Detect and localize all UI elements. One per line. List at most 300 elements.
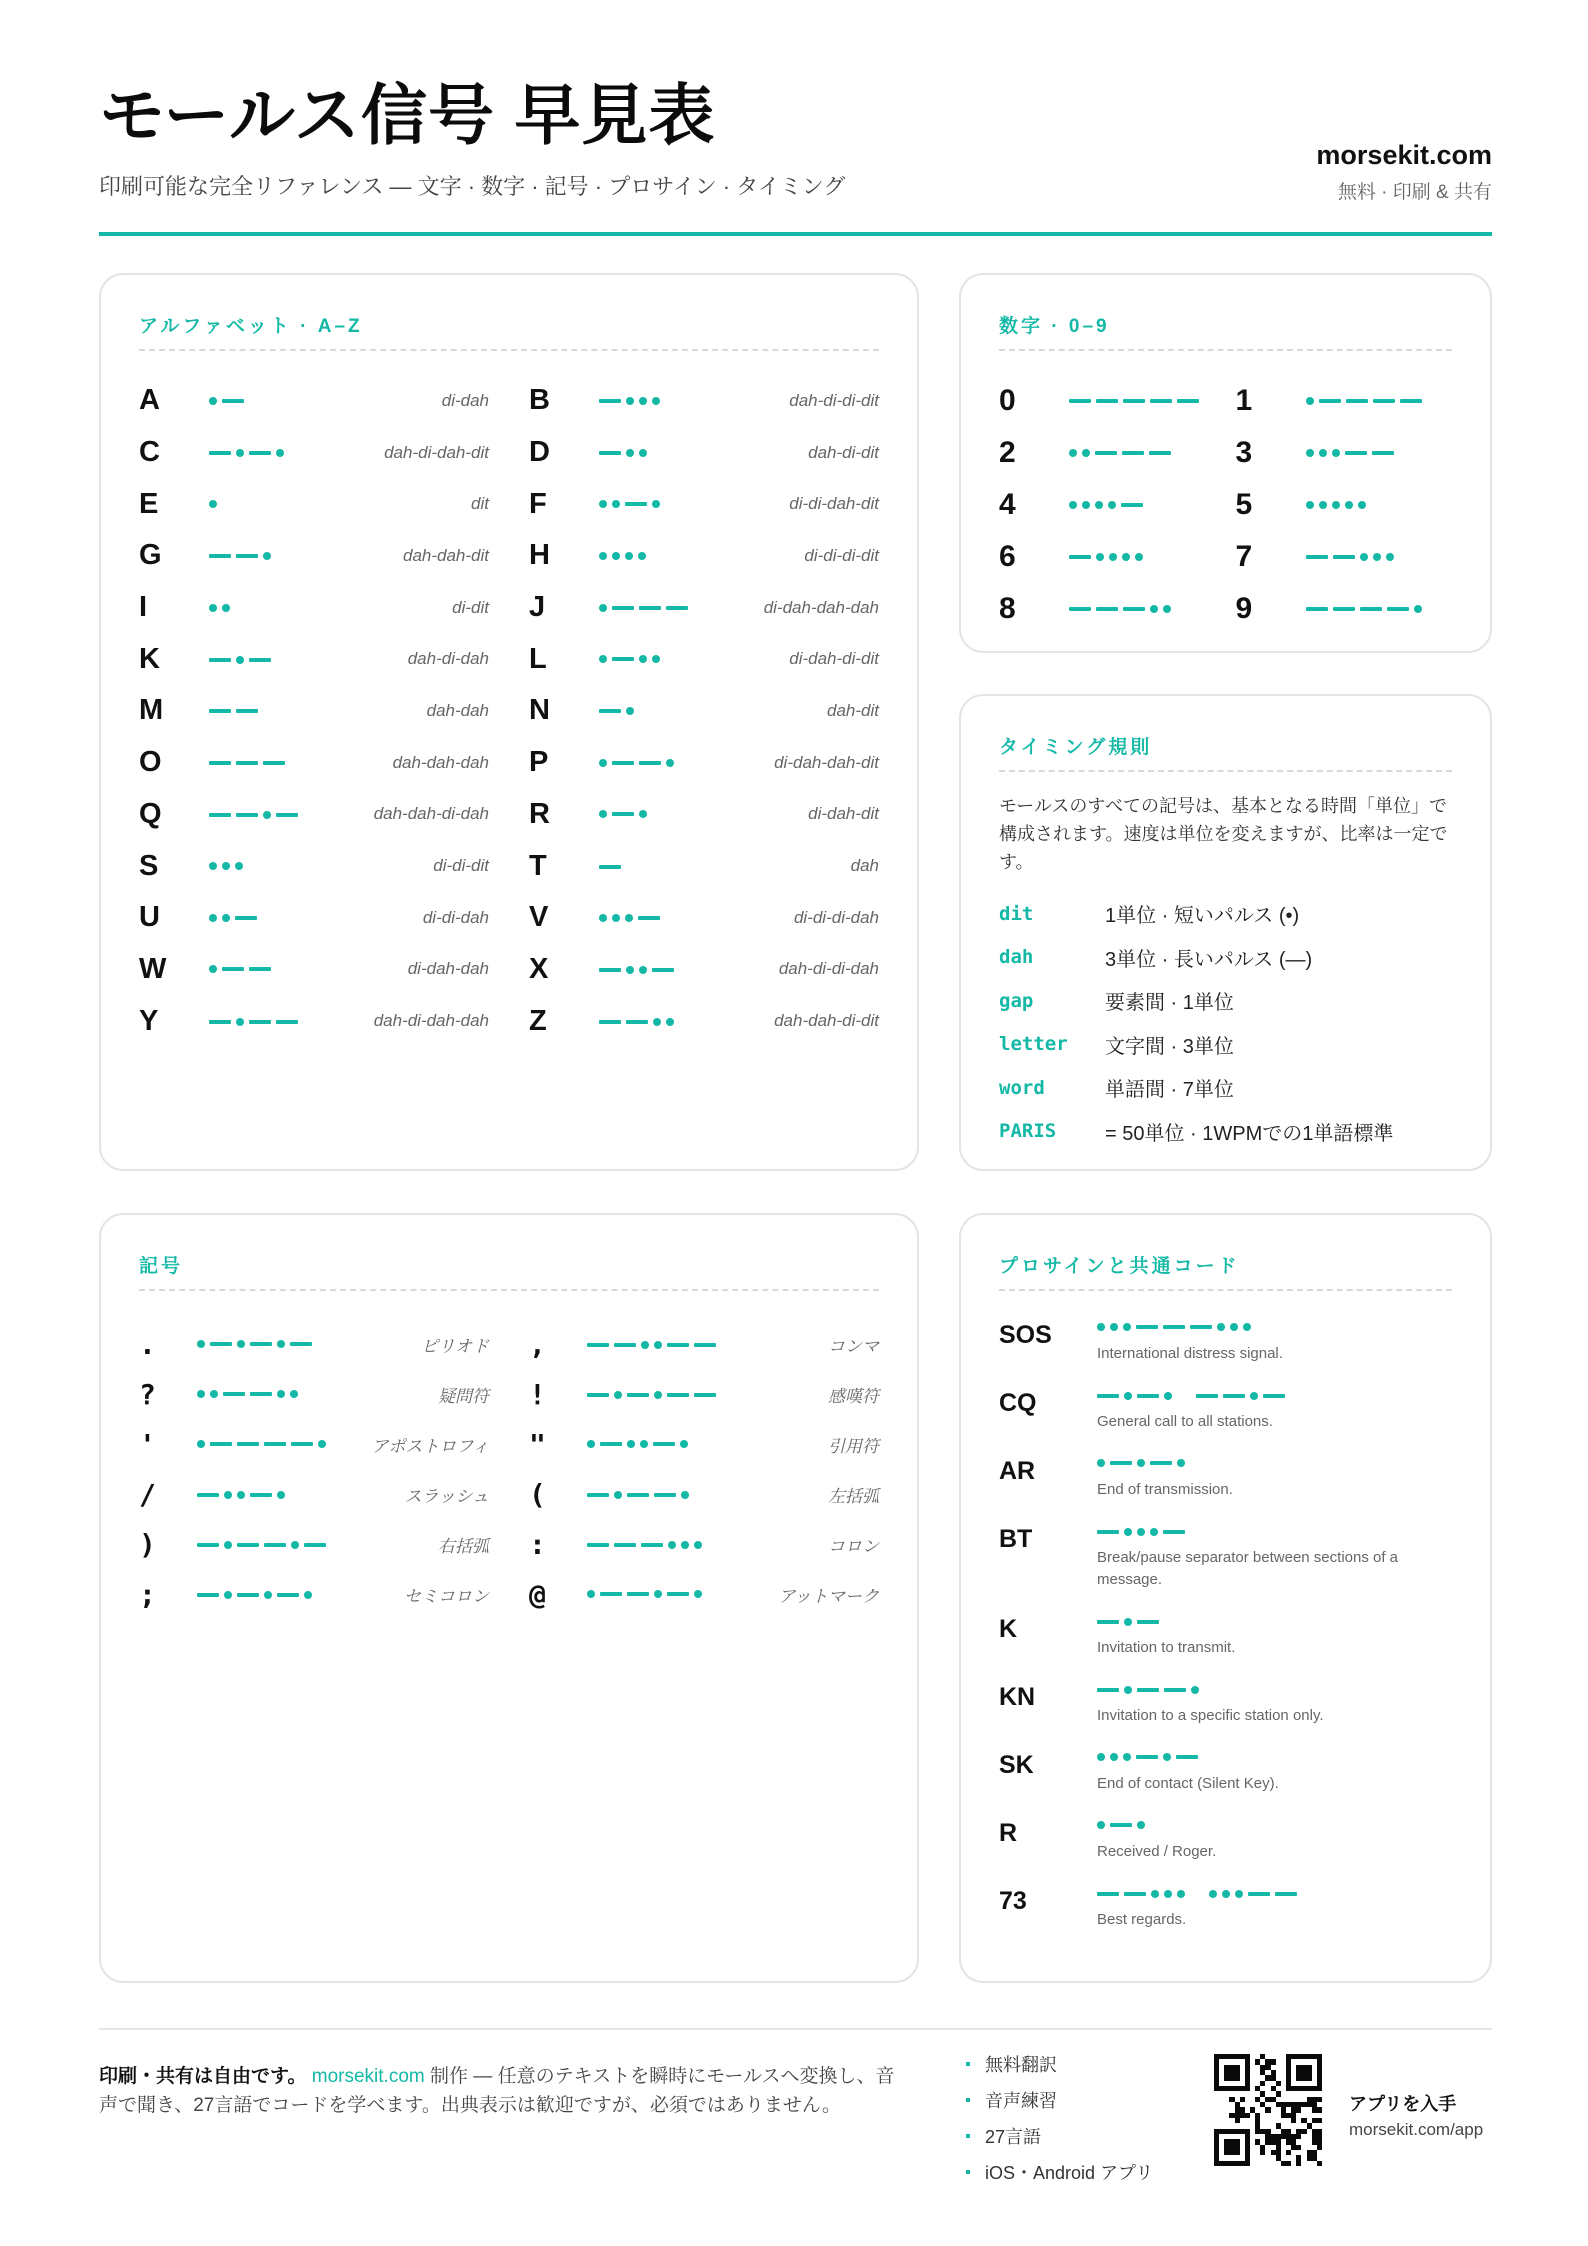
dot-icon [1230, 1323, 1238, 1331]
dash-icon [1069, 399, 1091, 403]
punctuation-grid [139, 1319, 879, 1619]
symbol: @ [529, 1577, 546, 1611]
dash-icon [235, 916, 257, 920]
dash-icon [1163, 1325, 1185, 1329]
dash-icon [627, 1592, 649, 1596]
dot-icon [627, 1440, 635, 1448]
morse-code [1097, 1680, 1199, 1700]
prosign-description: Break/pause separator between sections of a message. [1097, 1549, 1399, 1588]
dot-icon [1151, 1890, 1159, 1898]
dash-icon [1177, 399, 1199, 403]
dash-icon [1097, 1530, 1119, 1534]
prosigns-list [999, 1315, 1452, 1949]
footer-bold: 印刷・共有は自由です。 [99, 2066, 307, 2087]
dot-icon [1069, 449, 1077, 457]
dot-icon [210, 1390, 218, 1398]
prosign-body [1097, 1677, 1452, 1745]
brand-tagline: 無料 · 印刷 & 共有 [1337, 182, 1492, 203]
dash-icon [667, 1343, 689, 1347]
dot-icon [612, 914, 620, 922]
dot-icon [1163, 1753, 1171, 1761]
alphabet-row [139, 375, 489, 427]
prosign-description: Best regards. [1097, 1911, 1187, 1928]
dash-icon [627, 1493, 649, 1497]
dash-icon [197, 1593, 219, 1597]
dot-icon [599, 914, 607, 922]
prosign-code: BT [999, 1525, 1033, 1553]
timing-rule [999, 892, 1452, 936]
dash-icon [627, 1393, 649, 1397]
morse-code [587, 1584, 702, 1604]
footer-link[interactable]: morsekit.com [311, 2066, 425, 2087]
dot-icon [222, 914, 230, 922]
prosigns-title: プロサインと共通コード [999, 1256, 1240, 1277]
morse-cell [209, 804, 374, 825]
alphabet-row [529, 995, 879, 1047]
symbol: / [139, 1477, 156, 1511]
alphabet-row [139, 840, 489, 892]
letter: G [139, 539, 162, 572]
digit: 6 [999, 540, 1016, 573]
page-subtitle: 印刷可能な完全リファレンス — 文字 · 数字 · 記号 · プロサイン · タイミング [99, 174, 846, 199]
dot-icon [276, 449, 284, 457]
dash-icon [237, 1593, 259, 1597]
morse-code [197, 1434, 326, 1454]
dash-icon [276, 1020, 298, 1024]
divider [999, 770, 1452, 772]
morse-code [209, 391, 244, 411]
prosigns-card [959, 1213, 1492, 1983]
pronunciation: dah-di-dah-dah [373, 1011, 489, 1031]
alphabet-row [139, 530, 489, 582]
dot-icon [277, 1340, 285, 1348]
dash-icon [587, 1493, 609, 1497]
morse-code [1069, 495, 1143, 515]
morse-code [197, 1485, 285, 1505]
morse-code [1306, 547, 1394, 567]
dot-icon [1150, 1528, 1158, 1536]
dot-icon [1250, 1392, 1258, 1400]
letter: Y [139, 1004, 159, 1037]
app-cta-title: アプリを入手 [1349, 2094, 1457, 2114]
dot-icon [626, 966, 634, 974]
dash-icon [197, 1543, 219, 1547]
dash-icon [626, 1020, 648, 1024]
morse-cell [587, 1534, 828, 1555]
morse-code [209, 959, 271, 979]
dash-icon [1110, 1461, 1132, 1465]
dot-icon [625, 914, 633, 922]
morse-code [599, 546, 646, 566]
feature-list [966, 2046, 1153, 2190]
letter: P [529, 746, 549, 779]
pronunciation: dah-di-dah [407, 649, 489, 669]
timing-rule [999, 1110, 1452, 1154]
dash-icon [1163, 1530, 1185, 1534]
punctuation-title: 記号 [139, 1256, 184, 1277]
feature-label: iOS・Android アプリ [985, 2163, 1154, 2183]
dash-icon [249, 451, 271, 455]
dash-icon [1345, 451, 1367, 455]
letter: W [139, 952, 167, 985]
timing-key: PARIS [999, 1120, 1057, 1143]
symbol-name: 右括弧 [438, 1536, 489, 1556]
dash-icon [1123, 399, 1145, 403]
digit: 0 [999, 384, 1016, 417]
morse-cell [1097, 1385, 1452, 1407]
dot-icon [668, 1541, 676, 1549]
dot-icon [1306, 397, 1314, 405]
dash-icon [222, 399, 244, 403]
dash-icon [249, 658, 271, 662]
morse-cell [1097, 1679, 1452, 1701]
dash-icon [612, 657, 634, 661]
dash-icon [264, 1442, 286, 1446]
timing-key: letter [999, 1033, 1068, 1056]
dot-icon [318, 1440, 326, 1448]
dash-icon [667, 1592, 689, 1596]
dot-icon [209, 500, 217, 508]
morse-code [197, 1585, 312, 1605]
number-row [999, 479, 1216, 531]
morse-cell [599, 959, 779, 980]
dash-icon [1097, 1394, 1119, 1398]
alphabet-row [529, 375, 879, 427]
morse-code [1069, 443, 1171, 463]
prosign-row [999, 1745, 1452, 1813]
dot-icon [277, 1491, 285, 1499]
symbol: ? [139, 1377, 156, 1411]
dot-icon [638, 552, 646, 560]
letter: U [139, 901, 160, 934]
dot-icon [1095, 501, 1103, 509]
app-cta-url[interactable]: morsekit.com/app [1349, 2120, 1484, 2139]
dash-icon [1275, 1892, 1297, 1896]
letter: B [529, 384, 550, 417]
dot-icon [1096, 553, 1104, 561]
alphabet-row [529, 633, 879, 685]
letter: E [139, 487, 159, 520]
prosign-description: Invitation to transmit. [1097, 1639, 1236, 1656]
morse-cell [1097, 1883, 1452, 1905]
morse-code [209, 1012, 298, 1032]
morse-cell [209, 908, 423, 928]
dash-icon [614, 1343, 636, 1347]
prosign-description: Invitation to a specific station only. [1097, 1707, 1324, 1724]
dot-icon [599, 759, 607, 767]
number-row [1236, 479, 1453, 531]
app-cta [1349, 2090, 1483, 2140]
dash-icon [236, 813, 258, 817]
dash-icon [694, 1393, 716, 1397]
dot-icon [599, 552, 607, 560]
dot-icon [290, 1390, 298, 1398]
letter: A [139, 384, 160, 417]
morse-code [1306, 495, 1366, 515]
dot-icon [209, 397, 217, 405]
dot-icon [209, 965, 217, 973]
morse-code [599, 598, 688, 618]
pronunciation: dah-dah-dah [392, 752, 489, 772]
alphabet-row [139, 582, 489, 634]
dash-icon [222, 967, 244, 971]
prosign-row [999, 1451, 1452, 1519]
dash-icon [1110, 1823, 1132, 1827]
morse-code [1069, 599, 1171, 619]
dot-icon [197, 1340, 205, 1348]
dot-icon [1319, 449, 1327, 457]
pronunciation: dah-di-di-dit [789, 390, 879, 410]
dash-icon [1306, 555, 1328, 559]
prosign-body [1097, 1519, 1452, 1609]
alphabet-row [529, 427, 879, 479]
morse-code [197, 1334, 312, 1354]
dot-icon [1137, 1821, 1145, 1829]
dash-icon [223, 1392, 245, 1396]
dash-icon [1223, 1394, 1245, 1398]
morse-cell [1097, 1521, 1452, 1543]
dash-icon [599, 968, 621, 972]
symbol-name: コンマ [828, 1336, 879, 1356]
dot-icon [1177, 1459, 1185, 1467]
dash-icon [237, 1442, 259, 1446]
morse-code [1306, 443, 1394, 463]
number-row [1236, 427, 1453, 479]
dot-icon [224, 1541, 232, 1549]
dash-icon [654, 1493, 676, 1497]
digit: 4 [999, 488, 1016, 521]
morse-code [209, 650, 271, 670]
alphabet-row [139, 995, 489, 1047]
dot-icon [1135, 553, 1143, 561]
dot-icon [625, 552, 633, 560]
prosign-body [1097, 1315, 1452, 1383]
dash-icon [625, 502, 647, 506]
dot-icon [599, 604, 607, 612]
dot-icon [639, 810, 647, 818]
dot-icon [639, 966, 647, 974]
morse-cell [209, 1011, 374, 1032]
dash-icon [210, 1342, 232, 1346]
pronunciation: di-di-dah-dit [789, 494, 879, 514]
timing-title: タイミング規則 [999, 737, 1153, 758]
pronunciation: di-dah-dah-dit [774, 752, 879, 772]
morse-code [209, 908, 257, 928]
morse-code [209, 753, 285, 773]
morse-cell [599, 856, 851, 877]
symbol: ! [529, 1377, 546, 1411]
dash-icon [210, 1442, 232, 1446]
prosign-row [999, 1519, 1452, 1609]
prosign-code: K [999, 1615, 1018, 1643]
dash-icon [1096, 607, 1118, 611]
dot-icon [653, 1018, 661, 1026]
feature-item [966, 2082, 1153, 2118]
timing-key: gap [999, 989, 1034, 1012]
dot-icon [222, 862, 230, 870]
pronunciation: di-dit [452, 597, 489, 617]
dash-icon [263, 761, 285, 765]
punctuation-row [139, 1569, 489, 1619]
dot-icon [654, 1590, 662, 1598]
morse-cell [209, 856, 433, 876]
dot-icon [694, 1541, 702, 1549]
letter: S [139, 849, 159, 882]
dash-icon [639, 761, 661, 765]
dot-icon [639, 397, 647, 405]
qr-code-icon[interactable] [1214, 2054, 1322, 2166]
punctuation-row [529, 1569, 879, 1619]
morse-cell [1097, 1317, 1452, 1339]
morse-code [1097, 1815, 1145, 1835]
dash-icon [1150, 399, 1172, 403]
dot-icon [1163, 605, 1171, 613]
morse-cell [209, 959, 408, 979]
morse-code [587, 1485, 689, 1505]
morse-cell [197, 1484, 405, 1505]
dot-icon [209, 862, 217, 870]
prosign-row [999, 1677, 1452, 1745]
pronunciation: dah-dah-di-dah [373, 804, 489, 824]
prosign-code: AR [999, 1457, 1036, 1485]
dot-icon [1306, 501, 1314, 509]
page-title: モールス信号 早見表 [99, 78, 716, 152]
dot-icon [1243, 1323, 1251, 1331]
symbol-name: アットマーク [778, 1586, 879, 1606]
morse-cell [1097, 1611, 1452, 1633]
alphabet-card [99, 273, 919, 1171]
symbol-name: コロン [828, 1536, 879, 1556]
morse-cell [599, 700, 827, 721]
symbol: . [139, 1327, 156, 1361]
dot-icon [264, 1591, 272, 1599]
symbol: ' [139, 1427, 156, 1461]
alphabet-row [529, 892, 879, 944]
dot-icon [1386, 553, 1394, 561]
bullet-icon [966, 2170, 970, 2174]
dot-icon [694, 1590, 702, 1598]
timing-key: dit [999, 902, 1034, 925]
dash-icon [652, 968, 674, 972]
number-row [1236, 531, 1453, 583]
morse-code [1097, 1884, 1297, 1904]
number-row [999, 375, 1216, 427]
number-row [999, 427, 1216, 479]
prosign-code: SOS [999, 1321, 1052, 1349]
dash-icon [638, 916, 660, 920]
divider [139, 1289, 879, 1291]
dot-icon [1110, 1323, 1118, 1331]
symbol-name: 引用符 [828, 1436, 879, 1456]
dash-icon [236, 709, 258, 713]
morse-cell [197, 1384, 438, 1404]
dot-icon [1069, 501, 1077, 509]
morse-cell [599, 598, 764, 618]
dot-icon [1360, 553, 1368, 561]
morse-cell [209, 545, 403, 566]
dash-icon [209, 451, 231, 455]
dot-icon [1164, 1392, 1172, 1400]
morse-cell [197, 1534, 438, 1555]
dot-icon [1082, 501, 1090, 509]
dash-icon [600, 1442, 622, 1446]
dash-icon [1387, 607, 1409, 611]
dot-icon [666, 759, 674, 767]
morse-code [599, 857, 621, 877]
morse-cell [599, 390, 789, 411]
digit: 8 [999, 592, 1016, 625]
morse-cell [599, 804, 808, 824]
dot-icon [1150, 605, 1158, 613]
dot-icon [1345, 501, 1353, 509]
morse-code [599, 960, 674, 980]
punctuation-card [99, 1213, 919, 1983]
morse-code [1097, 1747, 1198, 1767]
number-row [999, 531, 1216, 583]
prosign-description: End of transmission. [1097, 1481, 1233, 1498]
alphabet-row [139, 892, 489, 944]
dot-icon [1137, 1528, 1145, 1536]
punctuation-row [529, 1319, 879, 1369]
letter: O [139, 746, 162, 779]
numbers-grid [999, 375, 1452, 635]
morse-cell [599, 546, 804, 566]
morse-code [1097, 1453, 1185, 1473]
morse-code [599, 494, 660, 514]
dash-icon [1136, 1755, 1158, 1759]
dash-icon [1319, 399, 1341, 403]
prosign-code: 73 [999, 1887, 1027, 1915]
morse-code [1306, 599, 1422, 619]
pronunciation: dah-di-dah-dit [384, 442, 489, 462]
letter: H [529, 539, 550, 572]
symbol: ) [139, 1527, 156, 1561]
dot-icon [587, 1440, 595, 1448]
morse-code [1097, 1386, 1285, 1406]
prosign-code: SK [999, 1751, 1034, 1779]
symbol-name: セミコロン [404, 1586, 489, 1606]
pronunciation: di-di-dah [422, 907, 489, 927]
dash-icon [1196, 1394, 1218, 1398]
dash-icon [250, 1392, 272, 1396]
dash-icon [249, 1020, 271, 1024]
letter: J [529, 591, 546, 624]
prosign-body [1097, 1609, 1452, 1677]
dash-icon [1137, 1394, 1159, 1398]
morse-cell [209, 649, 408, 670]
dash-icon [1137, 1620, 1159, 1624]
dash-icon [666, 606, 688, 610]
dot-icon [626, 449, 634, 457]
dot-icon [1164, 1890, 1172, 1898]
dash-icon [1373, 399, 1395, 403]
timing-value: = 50単位 · 1WPMでの1単語標準 [1105, 1122, 1394, 1145]
footer-text [99, 2062, 899, 2120]
letter: M [139, 694, 164, 727]
morse-cell [1097, 1453, 1452, 1475]
dot-icon [1097, 1821, 1105, 1829]
dash-icon [612, 761, 634, 765]
dot-icon [1097, 1459, 1105, 1467]
brand-link[interactable]: morsekit.com [1316, 140, 1492, 170]
morse-cell [587, 1334, 828, 1355]
pronunciation: dah-di-dit [808, 442, 879, 462]
alphabet-row [529, 530, 879, 582]
dash-icon [250, 1493, 272, 1497]
dot-icon [1209, 1890, 1217, 1898]
morse-cell [599, 494, 789, 514]
digit: 1 [1235, 384, 1253, 417]
